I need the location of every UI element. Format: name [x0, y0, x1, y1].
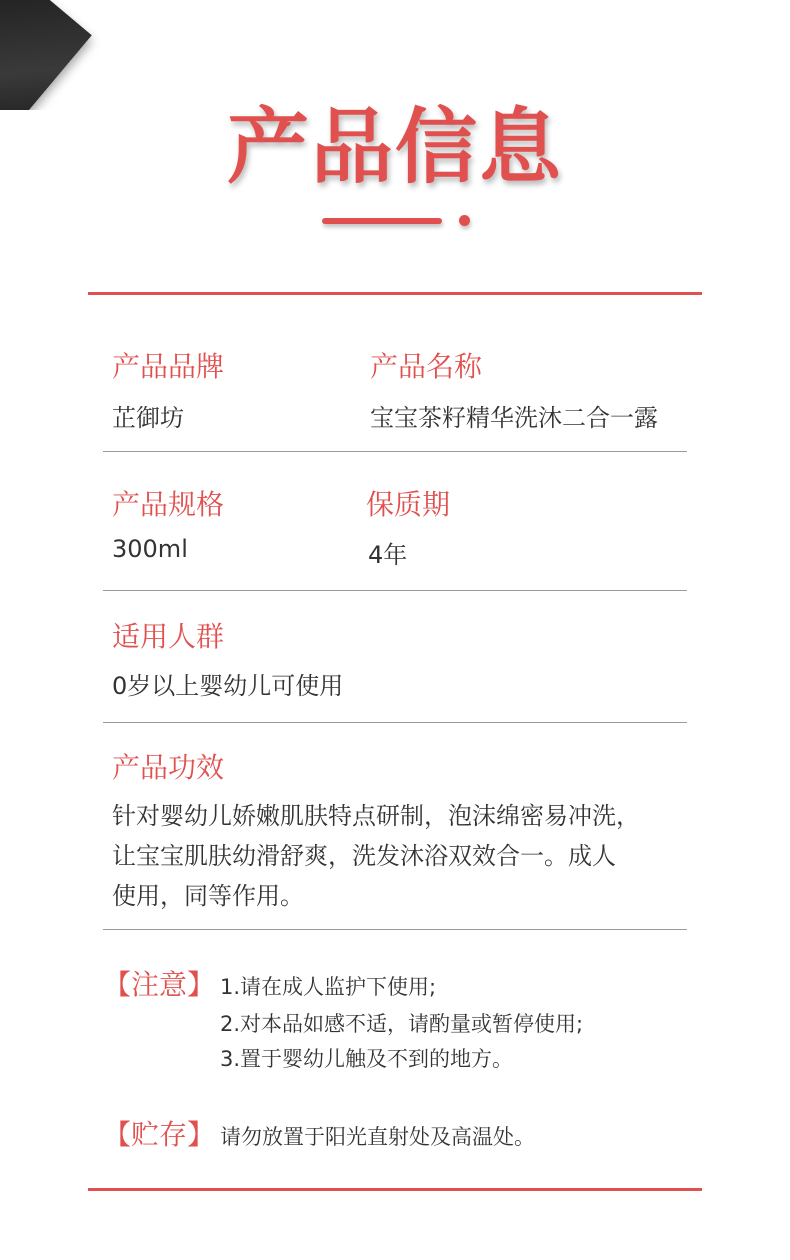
- spec-label: 产品规格: [112, 488, 225, 521]
- shelf-life-value: 4年: [368, 541, 408, 569]
- caution-line: 1.请在成人监护下使用;: [220, 975, 437, 999]
- divider: [103, 722, 687, 723]
- title-underline: [322, 218, 442, 224]
- divider: [103, 451, 687, 452]
- audience-value: 0岁以上婴幼儿可使用: [112, 672, 344, 700]
- storage-tag: 【贮存】: [103, 1118, 216, 1151]
- effect-line: 使用，同等作用。: [112, 882, 304, 910]
- product-name-label: 产品名称: [370, 350, 483, 383]
- caution-tag: 【注意】: [103, 968, 216, 1001]
- brand-value: 芷御坊: [112, 404, 184, 432]
- storage-text: 请勿放置于阳光直射处及高温处。: [220, 1125, 535, 1149]
- audience-label: 适用人群: [112, 620, 225, 653]
- effect-line: 针对婴幼儿娇嫩肌肤特点研制，泡沫绵密易冲洗，: [112, 802, 640, 830]
- brand-label: 产品品牌: [112, 350, 225, 383]
- product-name-value: 宝宝茶籽精华洗沐二合一露: [370, 404, 658, 432]
- effect-line: 让宝宝肌肤幼滑舒爽，洗发沐浴双效合一。成人: [112, 842, 616, 870]
- caution-line: 3.置于婴幼儿触及不到的地方。: [220, 1047, 514, 1071]
- effect-description: [112, 796, 712, 916]
- top-divider: [88, 292, 702, 295]
- title-dot: [459, 215, 470, 226]
- spec-value: 300ml: [112, 535, 188, 563]
- shelf-life-label: 保质期: [366, 488, 451, 521]
- divider: [103, 590, 687, 591]
- caution-line: 2.对本品如感不适，请酌量或暂停使用;: [220, 1012, 584, 1036]
- effect-label: 产品功效: [112, 751, 225, 784]
- bottom-divider: [88, 1188, 702, 1191]
- page-title: 产品信息: [226, 100, 563, 195]
- divider: [103, 929, 687, 930]
